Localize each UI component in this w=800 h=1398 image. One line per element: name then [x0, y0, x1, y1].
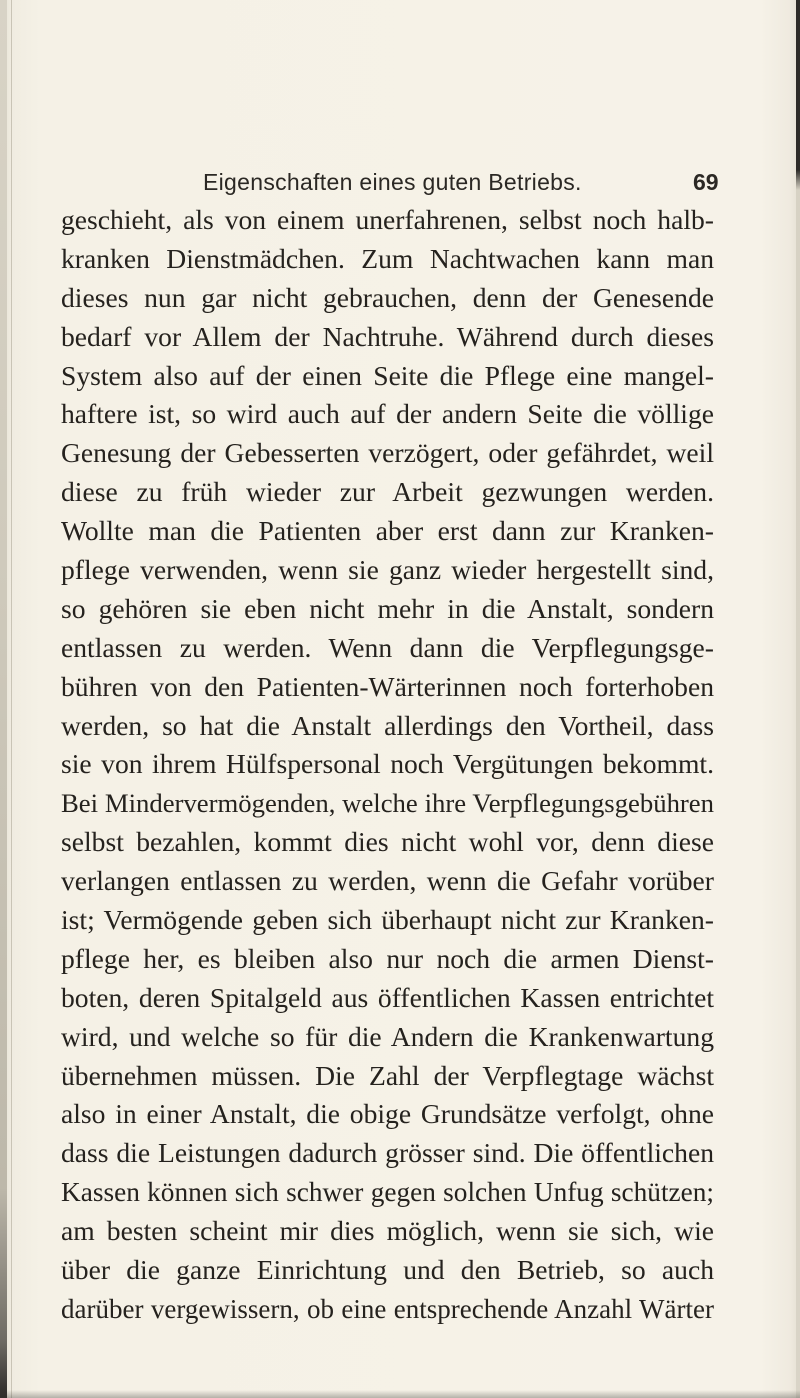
text-line: wird, und welche so für die Andern die Krankenwartung [61, 1020, 714, 1052]
gutter-line [11, 0, 12, 1398]
text-line: boten, deren Spitalgeld aus öffentlichen Kassen entrichtet [61, 981, 714, 1013]
text-line: am besten scheint mir dies möglich, wenn sie sich, wie [61, 1215, 714, 1247]
text-line: werden, so hat die Anstalt allerdings den Vortheil, dass [61, 709, 714, 741]
text-line: selbst bezahlen, kommt dies nicht wohl vor, denn diese [61, 826, 714, 858]
text-line: kranken Dienstmädchen. Zum Nachtwachen kann man [61, 242, 714, 274]
page-right-edge [796, 0, 800, 1398]
text-line: entlassen zu werden. Wenn dann die Verpflegungsge- [61, 631, 714, 663]
running-head-title: Eigenschaften eines guten Betriebs. [203, 169, 582, 195]
text-line: ist; Vermögende geben sich überhaupt nicht zur Kranken- [61, 904, 714, 936]
text-line: pflege her, es bleiben also nur noch die armen Dienst- [61, 942, 714, 974]
text-line: darüber vergewissern, ob eine entsprechende Anzahl Wärter [61, 1293, 714, 1324]
text-line: so gehören sie eben nicht mehr in die Anstalt, sondern [61, 592, 714, 624]
body-text [61, 201, 714, 1329]
text-line: übernehmen müssen. Die Zahl der Verpflegtage wächst [61, 1059, 714, 1091]
text-line: Genesung der Gebesserten verzögert, oder gefährdet, weil [61, 437, 714, 469]
text-line: also in einer Anstalt, die obige Grundsätze verfolgt, ohne [61, 1098, 714, 1130]
text-line: bühren von den Patienten-Wärterinnen noch forterhoben [61, 670, 714, 702]
text-line: dass die Leistungen dadurch grösser sind. Die öffentlichen [61, 1137, 714, 1169]
text-line: geschieht, als von einem unerfahrenen, selbst noch halb- [61, 204, 714, 235]
text-line: diese zu früh wieder zur Arbeit gezwungen werden. [61, 476, 714, 508]
text-line: Kassen können sich schwer gegen solchen Unfug schützen; [61, 1177, 714, 1208]
text-line: pflege verwenden, wenn sie ganz wieder hergestellt sind, [61, 554, 714, 586]
text-line: Bei Mindervermögenden, welche ihre Verpflegungsgebühren [61, 788, 714, 819]
text-line: Wollte man die Patienten aber erst dann zur Kranken- [61, 515, 714, 547]
text-line: System also auf der einen Seite die Pflege eine mangel- [61, 359, 714, 391]
text-line: sie von ihrem Hülfspersonal noch Vergütungen bekommt. [61, 748, 714, 780]
page-number: 69 [693, 169, 719, 195]
text-line: über die ganze Einrichtung und den Betrieb, so auch [61, 1254, 714, 1286]
text-line: haftere ist, so wird auch auf der andern Seite die völlige [61, 398, 714, 430]
text-line: bedarf vor Allem der Nachtruhe. Während durch dieses [61, 320, 714, 352]
text-line: verlangen entlassen zu werden, wenn die Gefahr vorüber [61, 865, 714, 897]
page-bottom-shadow [0, 1390, 800, 1398]
text-line: dieses nun gar nicht gebrauchen, denn der Genesende [61, 281, 714, 313]
book-spine-shadow [0, 0, 7, 1398]
